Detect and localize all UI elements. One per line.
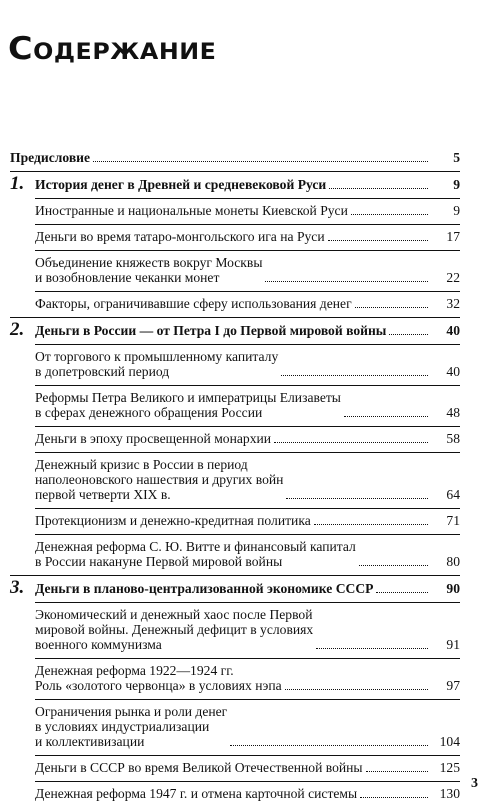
entry-title: Денежный кризис в России в период наполеоновского нашествия и других войн первой четверти XIX в.: [35, 457, 284, 502]
toc-section-entry[interactable]: [10, 539, 460, 569]
entry-divider: [35, 198, 460, 199]
entry-title: Предисловие: [10, 150, 91, 165]
entry-page-number: 22: [446, 270, 460, 285]
toc-section-entry[interactable]: [10, 349, 460, 379]
entry-page-number: 32: [446, 296, 460, 311]
toc-section-entry[interactable]: [10, 229, 460, 244]
entry-page-number: 71: [446, 513, 460, 528]
toc-section-entry[interactable]: [10, 607, 460, 652]
entry-title: Деньги во время татаро-монгольского ига на Руси: [35, 229, 325, 244]
dot-leader: [376, 592, 428, 593]
entry-divider: [35, 426, 460, 427]
table-of-contents: [10, 150, 460, 801]
entry-page-number: 104: [439, 734, 460, 749]
entry-title: Экономический и денежный хаос после Первой мировой войны. Денежный дефицит в условиях военного коммунизма: [35, 607, 314, 652]
entry-title: Ограничения рынка и роли денег в условиях индустриализации и коллективизации: [35, 704, 228, 749]
entry-divider: [35, 534, 460, 535]
toc-section-entry[interactable]: [10, 786, 460, 801]
entry-title: Деньги в планово-централизованной экономике СССР: [35, 581, 374, 596]
entry-title: Факторы, ограничивавшие сферу использования денег: [35, 296, 352, 311]
entry-title: Объединение княжеств вокруг Москвы и возобновление чеканки монет: [35, 255, 263, 285]
dot-leader: [366, 771, 428, 772]
entry-title: Протекционизм и денежно-кредитная политика: [35, 513, 311, 528]
page-title: Содержание: [8, 31, 217, 67]
dot-leader: [355, 307, 428, 308]
entry-divider: [35, 755, 460, 756]
chapter-number: 2.: [10, 319, 25, 340]
entry-page-number: 40: [446, 364, 460, 379]
entry-page-number: 80: [446, 554, 460, 569]
entry-page-number: 5: [453, 150, 460, 165]
toc-chapter-entry[interactable]: [10, 577, 460, 598]
toc-chapter-entry[interactable]: [10, 173, 460, 194]
toc-section-entry[interactable]: [10, 663, 460, 693]
page-number: 3: [471, 776, 478, 791]
entry-page-number: 130: [439, 786, 460, 801]
chapter-number: 1.: [10, 173, 25, 194]
toc-section-entry[interactable]: [10, 760, 460, 775]
dot-leader: [360, 797, 428, 798]
entry-title: Денежная реформа 1947 г. и отмена карточной системы: [35, 786, 358, 801]
dot-leader: [230, 745, 428, 746]
entry-divider: [35, 344, 460, 345]
entry-divider: [35, 602, 460, 603]
entry-title: Деньги в эпоху просвещенной монархии: [35, 431, 272, 446]
entry-page-number: 48: [446, 405, 460, 420]
toc-section-entry[interactable]: [10, 203, 460, 218]
entry-page-number: 97: [446, 678, 460, 693]
dot-leader: [314, 524, 428, 525]
entry-title: История денег в Древней и средневековой Руси: [35, 177, 327, 192]
entry-title: Иностранные и национальные монеты Киевской Руси: [35, 203, 348, 218]
toc-preface-entry[interactable]: [10, 150, 460, 165]
entry-title: От торгового к промышленному капиталу в допетровский период: [35, 349, 279, 379]
entry-title: Денежная реформа 1922—1924 гг. Роль «золотого червонца» в условиях нэпа: [35, 663, 282, 693]
toc-section-entry[interactable]: [10, 457, 460, 502]
entry-page-number: 9: [453, 177, 460, 192]
chapter-number: 3.: [10, 577, 25, 598]
dot-leader: [286, 498, 428, 499]
entry-page-number: 9: [453, 203, 460, 218]
entry-title: Деньги в России — от Петра I до Первой мировой войны: [35, 323, 387, 338]
entry-divider: [35, 452, 460, 453]
toc-section-entry[interactable]: [10, 255, 460, 285]
entry-divider: [35, 224, 460, 225]
dot-leader: [359, 565, 428, 566]
dot-leader: [344, 416, 428, 417]
entry-title: Деньги в СССР во время Великой Отечественной войны: [35, 760, 363, 775]
dot-leader: [329, 188, 428, 189]
dot-leader: [316, 648, 428, 649]
preface-divider: [10, 171, 460, 172]
dot-leader: [285, 689, 428, 690]
toc-section-entry[interactable]: [10, 296, 460, 311]
toc-section-entry[interactable]: [10, 390, 460, 420]
toc-section-entry[interactable]: [10, 513, 460, 528]
entry-divider: [35, 250, 460, 251]
entry-divider: [35, 658, 460, 659]
toc-section-entry[interactable]: [10, 431, 460, 446]
dot-leader: [265, 281, 428, 282]
chapter-divider: [10, 317, 460, 318]
entry-page-number: 125: [439, 760, 460, 775]
entry-divider: [35, 291, 460, 292]
entry-page-number: 58: [446, 431, 460, 446]
entry-page-number: 90: [446, 581, 460, 596]
chapter-divider: [10, 575, 460, 576]
entry-title: Реформы Петра Великого и императрицы Елизаветы в сферах денежного обращения России: [35, 390, 341, 420]
entry-divider: [35, 385, 460, 386]
entry-divider: [35, 508, 460, 509]
dot-leader: [93, 161, 428, 162]
toc-chapter-entry[interactable]: [10, 319, 460, 340]
entry-page-number: 17: [446, 229, 460, 244]
dot-leader: [281, 375, 428, 376]
toc-section-entry[interactable]: [10, 704, 460, 749]
entry-divider: [35, 781, 460, 782]
dot-leader: [389, 334, 428, 335]
entry-divider: [35, 699, 460, 700]
entry-page-number: 40: [446, 323, 460, 338]
dot-leader: [351, 214, 428, 215]
dot-leader: [274, 442, 428, 443]
dot-leader: [328, 240, 428, 241]
entry-title: Денежная реформа С. Ю. Витте и финансовый капитал в России накануне Первой мировой войны: [35, 539, 356, 569]
entry-page-number: 91: [446, 637, 460, 652]
entry-page-number: 64: [446, 487, 460, 502]
